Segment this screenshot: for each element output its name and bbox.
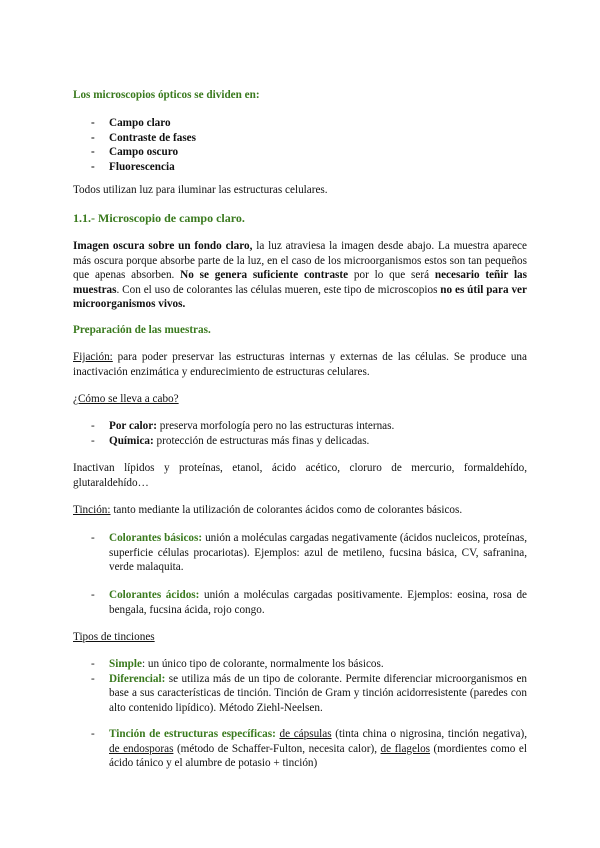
list-item: - Química: protección de estructuras más finas y delicadas. <box>91 434 370 447</box>
list-item: - Por calor: preserva morfología pero no las estructuras internas. <box>91 420 395 432</box>
paragraph-campo-claro: Imagen oscura sobre un fondo claro, la luz atraviesa la imagen desde abajo. La muestra aparece más oscura porque absorbe parte de la luz, en el caso de los microorganismos estos son tan pequeños que apenas absorben. No se genera suficiente contraste por lo que será necesario teñir las muestras. Con el uso de colorantes las células mueren, este tipo de microscopios no es útil para ver microorganismos vivos. <box>73 240 528 311</box>
list-item: - Simple: un único tipo de colorante, normalmente los básicos. <box>91 658 384 670</box>
list-item: - Campo claro <box>91 117 171 129</box>
list-item: - Campo oscuro <box>91 146 179 159</box>
fixation-methods-list <box>73 419 527 448</box>
list-item: - Colorantes ácidos: unión a moléculas cargadas positivamente. Ejemplos: eosina, rosa de bengala, fucsina ácida, rojo congo. <box>91 589 528 616</box>
list-item: - Contraste de fases <box>91 131 196 144</box>
fijacion-paragraph: Fijación: para poder preservar las estructuras internas y externas de las células. Se produce una inactivación enzimática y endurecimiento de estructuras celulares. <box>73 351 527 378</box>
tincion-paragraph: Tinción: tanto mediante la utilización de colorantes ácidos como de colorantes básicos. <box>73 504 463 516</box>
como-se-lleva-label: ¿Cómo se lleva a cabo? <box>73 393 179 405</box>
list-item: - Fluorescencia <box>91 160 175 173</box>
colorantes-acidos-list <box>73 588 527 617</box>
colorantes-basicos-list <box>73 531 527 575</box>
prep-heading: Preparación de las muestras. <box>73 324 211 336</box>
intro-note: Todos utilizan luz para iluminar las estructuras celulares. <box>73 184 328 196</box>
estructuras-list <box>73 727 527 771</box>
tipos-list <box>73 657 527 715</box>
tipos-heading: Tipos de tinciones <box>73 631 155 643</box>
list-item: - Tinción de estructuras específicas: de cápsulas (tinta china o nigrosina, tinción negativa), de endosporas (método de Schaffer-Fulton, necesita calor), de flagelos (mordientes como el ácido tánico y el alumbre de potasio + tinción) <box>91 728 527 770</box>
section-title: 1.1.- Microscopio de campo claro. <box>73 211 245 225</box>
inactivan-paragraph: Inactivan lípidos y proteínas, etanol, ácido acético, cloruro de mercurio, formaldehído, glutaraldehído… <box>73 462 527 489</box>
microscope-types-list <box>73 116 527 174</box>
list-item: - Colorantes básicos: unión a moléculas cargadas negativamente (ácidos nucleicos, proteínas, superficie células procariotas). Ejemplos: azul de metileno, fucsina básica, CV, safranina, verde malaquita. <box>91 532 527 574</box>
intro-heading: Los microscopios ópticos se dividen en: <box>73 89 260 101</box>
list-item: - Diferencial: se utiliza más de un tipo de colorante. Permite diferenciar microorganismos en base a sus características de tinción. Tinción de Gram y tinción acidorresistente (paredes con alto contenido lipídico). Método Ziehl-Neelsen. <box>91 672 527 714</box>
